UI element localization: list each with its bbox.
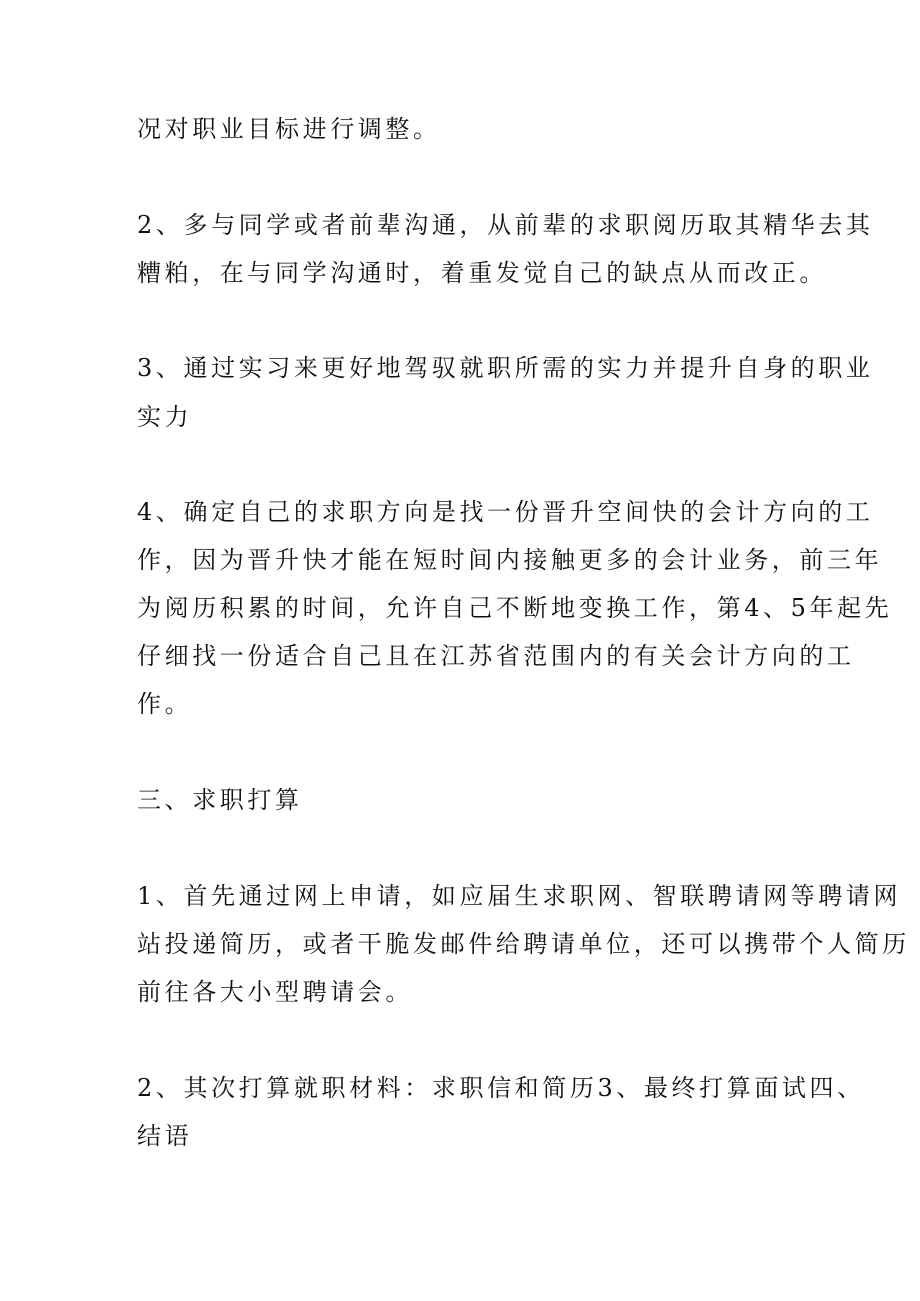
paragraph-line: 仔细找一份适合自己且在江苏省范围内的有关会计方向的工 bbox=[137, 642, 855, 670]
paragraph-line: 1、首先通过网上申请，如应届生求职网、智联聘请网等聘请网 bbox=[137, 882, 902, 910]
paragraph-line: 2、其次打算就职材料：求职信和简历3、最终打算面试四、 bbox=[137, 1074, 865, 1102]
paragraph-line: 况对职业目标进行调整。 bbox=[137, 115, 441, 143]
paragraph-line: 2、多与同学或者前辈沟通，从前辈的求职阅历取其精华去其 bbox=[137, 211, 874, 239]
paragraph-line: 糟粕，在与同学沟通时，着重发觉自己的缺点从而改正。 bbox=[137, 259, 827, 287]
paragraph-line: 为阅历积累的时间，允许自己不断地变换工作，第4、5年起先 bbox=[137, 594, 893, 622]
paragraph-line: 结语 bbox=[137, 1122, 193, 1150]
section-heading: 三、求职打算 bbox=[137, 786, 303, 814]
paragraph-line: 前往各大小型聘请会。 bbox=[137, 978, 413, 1006]
paragraph-line: 作，因为晋升快才能在短时间内接触更多的会计业务，前三年 bbox=[137, 546, 883, 574]
paragraph-line: 站投递简历，或者干脆发邮件给聘请单位，还可以携带个人简历 bbox=[137, 930, 910, 958]
paragraph-line: 3、通过实习来更好地驾驭就职所需的实力并提升自身的职业 bbox=[137, 354, 874, 382]
paragraph-line: 4、确定自己的求职方向是找一份晋升空间快的会计方向的工 bbox=[137, 498, 874, 526]
paragraph-line: 作。 bbox=[137, 690, 193, 718]
paragraph-line: 实力 bbox=[137, 403, 193, 431]
